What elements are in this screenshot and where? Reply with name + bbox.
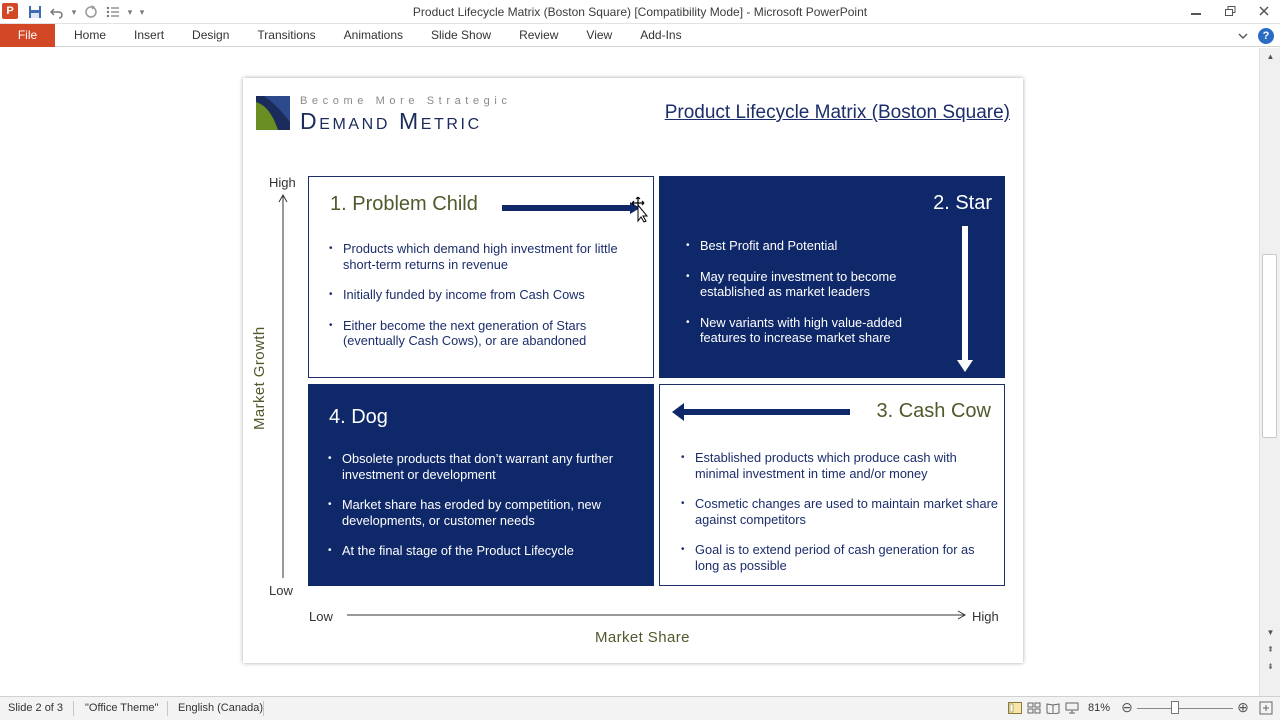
restore-icon[interactable] [1220,2,1240,20]
left-arrow-icon[interactable] [672,403,852,421]
dog-bullets [328,451,628,574]
problem-child-bullets [329,241,639,364]
logo-wordmark: Demand Metric [300,108,482,134]
help-icon[interactable]: ? [1258,28,1274,44]
vertical-scrollbar[interactable] [1259,48,1280,696]
list-item: • Established products which produce cash with minimal investment in time and/or money [681,450,1001,481]
move-cursor-icon [629,195,649,223]
minimize-icon[interactable] [1186,2,1206,20]
theme-name[interactable]: "Office Theme" [85,702,159,714]
quadrant-cash-cow[interactable] [659,384,1005,586]
status-divider [73,701,74,716]
tab-add-ins[interactable]: Add-Ins [640,28,682,42]
right-arrow-icon[interactable] [502,202,642,214]
list-item: • Either become the next generation of Stars (eventually Cash Cows), or are abandoned [329,318,639,349]
quadrant-star[interactable] [659,176,1005,378]
y-axis-title: Market Growth [251,326,268,430]
list-item: • Products which demand high investment for little short-term returns in revenue [329,241,639,272]
view-buttons [1007,700,1080,716]
list-item: • Best Profit and Potential [686,238,948,254]
powerpoint-app-icon[interactable]: P [2,3,18,19]
problem-child-title: 1. Problem Child [330,193,478,215]
close-icon[interactable] [1254,2,1274,20]
undo-dropdown-icon[interactable]: ▾ [71,6,77,17]
slide-title[interactable]: Product Lifecycle Matrix (Boston Square) [664,102,1010,123]
list-item: • May require investment to become established as market leaders [686,269,948,300]
status-divider [167,701,168,716]
customize-toolbar-icon[interactable]: ▾ [139,6,145,17]
ribbon-tabs [60,24,696,47]
window-title: Product Lifecycle Matrix (Boston Square) [Compatibility Mode] - Microsoft PowerPoint [412,5,868,19]
tab-animations[interactable]: Animations [343,28,404,42]
y-axis-high-label: High [269,175,296,190]
ribbon-right-controls [1238,27,1274,45]
x-axis-arrow [347,610,967,620]
tab-home[interactable]: Home [74,28,107,42]
list-item: • Cosmetic changes are used to maintain market share against competitors [681,496,1001,527]
list-item: • Goal is to extend period of cash generation for as long as possible [681,542,1001,573]
list-item: • At the final stage of the Product Lifecycle [328,543,628,559]
demand-metric-logo-icon [256,96,290,130]
scroll-thumb[interactable] [1262,254,1277,438]
status-divider [263,701,264,716]
x-axis-title: Market Share [595,629,690,646]
tab-view[interactable]: View [586,28,613,42]
expand-ribbon-icon[interactable] [1238,27,1248,45]
slide-counter[interactable]: Slide 2 of 3 [8,702,64,714]
cash-cow-bullets [681,450,1001,588]
tab-slide-show[interactable]: Slide Show [431,28,492,42]
list-item: • New variants with high value-added features to increase market share [686,315,948,346]
list-item: • Obsolete products that don’t warrant any further investment or development [328,451,628,482]
slide-show-icon[interactable] [1064,700,1080,716]
tab-design[interactable]: Design [192,28,230,42]
tab-file[interactable]: File [0,24,55,47]
status-bar [0,696,1280,720]
scroll-up-icon[interactable]: ▲ [1266,52,1275,61]
zoom-out-icon[interactable]: ⊖ [1121,699,1133,715]
language-indicator[interactable]: English (Canada) [178,702,263,714]
tab-review[interactable]: Review [519,28,559,42]
tab-transitions[interactable]: Transitions [257,28,316,42]
title-bar [0,0,1280,24]
next-slide-icon[interactable]: ⇟ [1267,662,1274,671]
slide-canvas[interactable] [243,78,1023,663]
quadrant-dog[interactable] [308,384,654,586]
scroll-down-icon[interactable]: ▼ [1266,628,1275,637]
zoom-level[interactable]: 81% [1088,702,1111,714]
star-title: 2. Star [933,192,992,214]
list-item: • Initially funded by income from Cash Cows [329,287,639,303]
previous-slide-icon[interactable]: ⇞ [1267,645,1274,654]
fit-to-window-icon[interactable] [1258,700,1274,716]
list-item: • Market share has eroded by competition, new developments, or customer needs [328,497,628,528]
y-axis-low-label: Low [269,583,293,598]
zoom-slider-track[interactable] [1137,708,1233,709]
zoom-slider-thumb[interactable] [1171,701,1179,714]
dog-title: 4. Dog [329,406,388,428]
y-axis-arrow [278,194,288,578]
tab-insert[interactable]: Insert [134,28,165,42]
window-controls [1186,2,1274,20]
cash-cow-title: 3. Cash Cow [876,400,991,422]
logo-tagline: Become More Strategic [300,95,512,107]
reading-view-icon[interactable] [1045,700,1061,716]
star-bullets [686,238,948,361]
x-axis-low-label: Low [309,609,333,624]
ribbon-tab-bar [0,24,1280,47]
slide-sorter-icon[interactable] [1026,700,1042,716]
quadrant-problem-child[interactable] [308,176,654,378]
down-arrow-icon[interactable] [957,226,973,374]
normal-view-icon[interactable] [1007,700,1023,716]
x-axis-high-label: High [972,609,999,624]
zoom-in-icon[interactable]: ⊕ [1237,699,1249,715]
bullets-dropdown-icon[interactable]: ▾ [127,6,133,17]
